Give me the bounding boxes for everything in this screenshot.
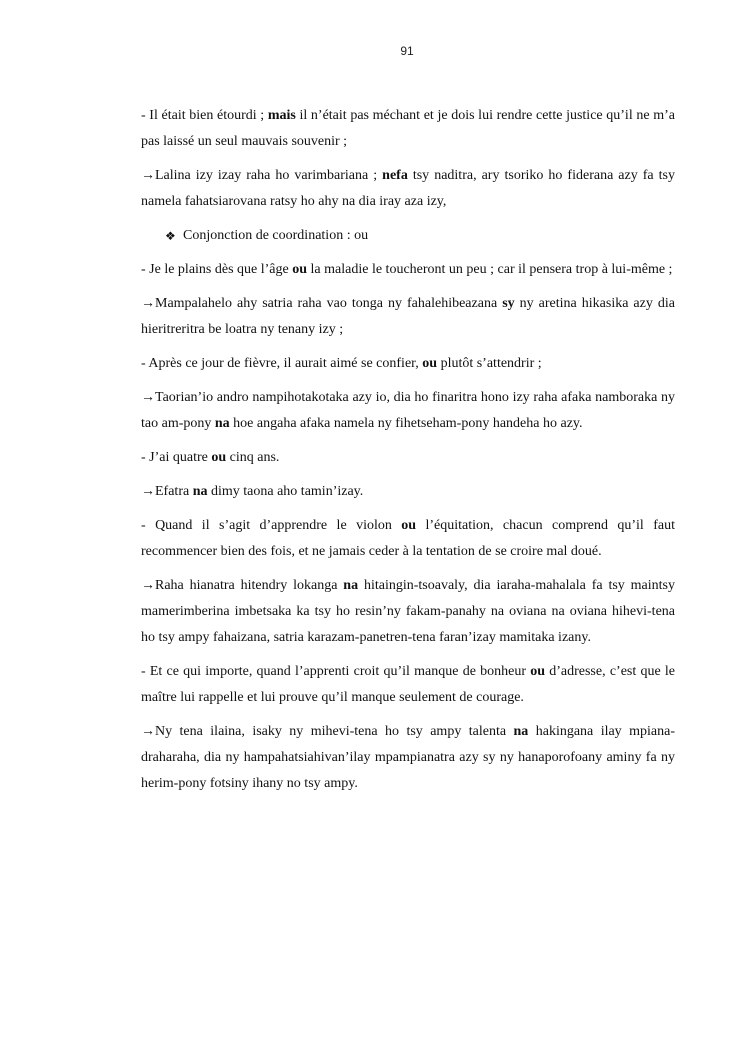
highlighted-conjunction: ou	[422, 356, 438, 371]
paragraph-translation: →Efatra na dimy taona aho tamin’izay.	[141, 484, 364, 499]
paragraph: - Il était bien étourdi ; mais il n’était pas méchant et je dois lui rendre cette justice qu’il ne m’a pas laissé un seul mauvais souvenir ;	[141, 108, 675, 149]
paragraph-translation: →Mampalahelo ahy satria raha vao tonga ny fahalehibeazana sy ny aretina hikasika azy dia hieritreritra be loatra ny tenany izy ;	[141, 296, 675, 337]
section-heading-bullet	[141, 223, 675, 249]
highlighted-conjunction: na	[192, 484, 208, 499]
highlighted-conjunction: ou	[530, 664, 546, 679]
paragraph-translation: →Taorian’io andro nampihotakotaka azy io, dia ho finaritra hono izy raha afaka namboraka ny tao am-pony na hoe angaha afaka namela ny fihetseham-pony handeha ho azy.	[141, 390, 675, 431]
highlighted-conjunction: mais	[267, 108, 296, 123]
highlighted-conjunction: na	[214, 416, 230, 431]
paragraph: - Quand il s’agit d’apprendre le violon ou l’équitation, chacun comprend qu’il faut recommencer bien des fois, et ne jamais ceder à la tentation de se croire mal doué.	[141, 518, 675, 559]
paragraph: - Après ce jour de fièvre, il aurait aimé se confier, ou plutôt s’attendrir ;	[141, 356, 542, 371]
paragraph: - J’ai quatre ou cinq ans.	[141, 450, 280, 465]
highlighted-conjunction: ou	[211, 450, 227, 465]
highlighted-conjunction: sy	[502, 296, 515, 311]
section-heading: Conjonction de coordination : ou	[183, 228, 369, 243]
highlighted-conjunction: na	[513, 724, 529, 739]
page-number: 91	[400, 44, 414, 58]
paragraph-translation: →Lalina izy izay raha ho varimbariana ; nefa tsy naditra, ary tsoriko ho fiderana azy fa tsy namela fahatsiarovana ratsy ho ahy na dia iray aza izy,	[141, 168, 675, 209]
highlighted-conjunction: ou	[401, 518, 417, 533]
highlighted-conjunction: ou	[292, 262, 308, 277]
highlighted-conjunction: nefa	[382, 168, 408, 183]
paragraph-translation: →Ny tena ilaina, isaky ny mihevi-tena ho tsy ampy talenta na hakingana ilay mpiana-draharaha, dia ny hampahatsiahivan’ilay mpampianatra azy sy ny hanaporofoany aminy fa ny herim-pony fotsiny ihany no tsy ampy.	[141, 724, 675, 791]
document-body	[141, 103, 675, 805]
paragraph: - Je le plains dès que l’âge ou la maladie le toucheront un peu ; car il pensera trop à lui-même ;	[141, 262, 673, 277]
paragraph: - Et ce qui importe, quand l’apprenti croit qu’il manque de bonheur ou d’adresse, c’est que le maître lui rappelle et lui prouve qu’il manque seulement de courage.	[141, 664, 675, 705]
paragraph-translation: →Raha hianatra hitendry lokanga na hitaingin-tsoavaly, dia iaraha-mahalala fa tsy maintsy mamerimberina imbetsaka ka tsy ho resin’ny fakam-panahy na oviana na oviana hihevi-tena ho tsy ampy fahaizana, satria karazam-panetren-tena faran’izay mamitaka izany.	[141, 578, 675, 645]
diamond-bullet-icon: ❖	[165, 229, 176, 243]
highlighted-conjunction: na	[343, 578, 359, 593]
